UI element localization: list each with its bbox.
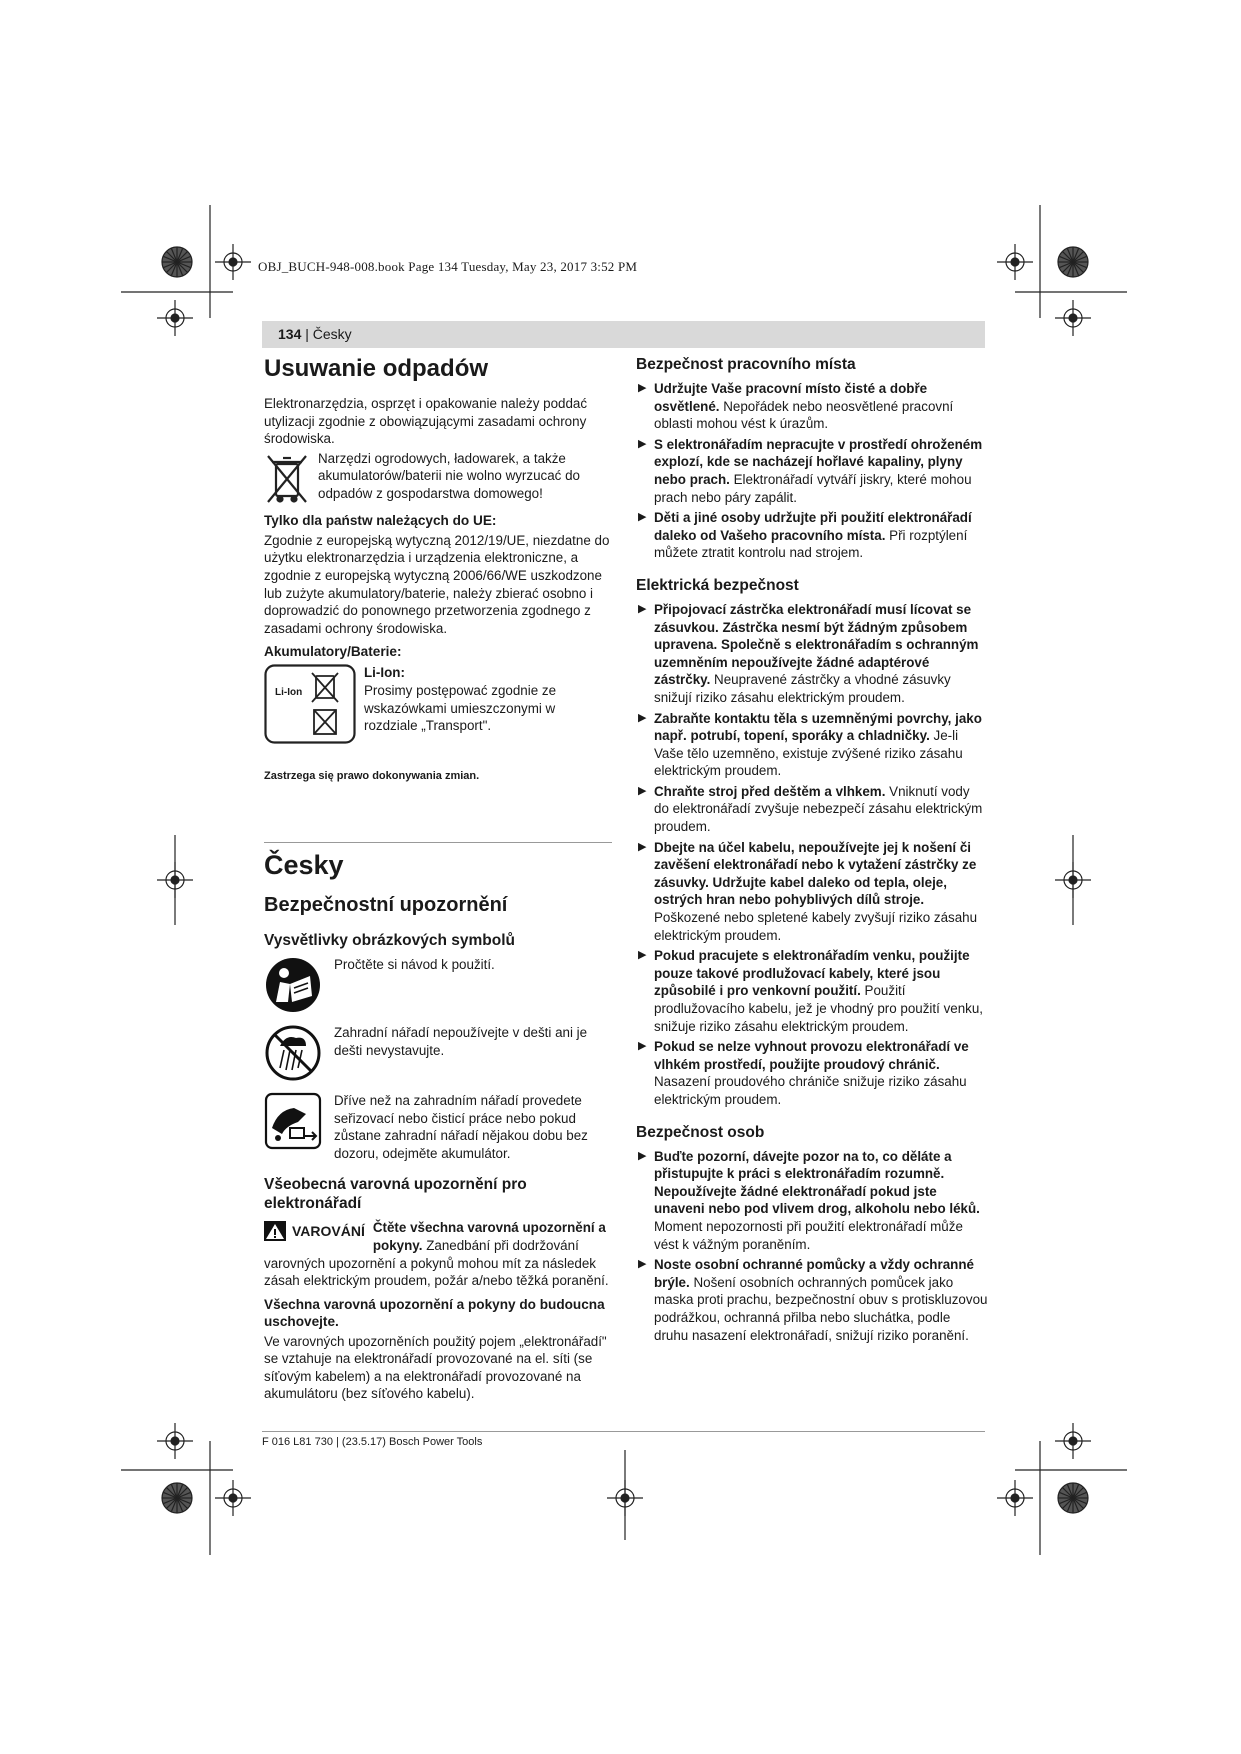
safety-bullet xyxy=(636,839,988,945)
bullet-text: Elektronářadí vytváří jiskry, které mohou prach nebo páry zapálit. xyxy=(654,471,972,505)
bullet-arrow-icon: ▶ xyxy=(638,1040,647,1053)
keep-warnings-text: Ve varovných upozorněních použitý pojem „elektronářadí" se vztahuje na elektronářadí provozované na el. síti (se síťovým kabelem) a na elektronářadí provozované na akumulátoru (bez síťového kabelu). xyxy=(264,1333,607,1402)
bullet-arrow-icon: ▶ xyxy=(638,711,647,724)
bullet-bold: Noste osobní ochranné pomůcky a vždy ochranné brýle. xyxy=(654,1257,974,1290)
warning-bold: Čtěte všechna varovná upozornění a pokyny. xyxy=(372,1220,606,1253)
symbols-heading: Vysvětlivky obrázkových symbolů xyxy=(264,931,515,949)
warning-triangle-icon xyxy=(264,1221,286,1241)
symbol-text: Dříve než na zahradním nářadí provedete seřizovací nebo čisticí práce nebo pokud zůstane zahradní nářadí nějakou dobu bez dozoru, odejměte akumulátor. xyxy=(334,1092,588,1161)
safety-bullet xyxy=(636,783,988,836)
bullet-text: Při rozptýlení můžete ztratit kontrolu nad strojem. xyxy=(654,527,968,561)
bullet-arrow-icon: ▶ xyxy=(638,602,647,615)
safety-bullet xyxy=(636,947,988,1035)
bullet-arrow-icon: ▶ xyxy=(638,1149,647,1162)
symbol-text: Zahradní nářadí nepoužívejte v dešti ani je dešti nevystavujte. xyxy=(334,1024,588,1058)
symbol-text: Pročtěte si návod k použití. xyxy=(334,956,495,972)
header-language: Česky xyxy=(312,326,352,342)
crossed-bin-icon xyxy=(264,452,310,506)
bullet-arrow-icon: ▶ xyxy=(638,511,647,524)
bullet-arrow-icon: ▶ xyxy=(638,437,647,450)
page-header xyxy=(262,321,985,348)
right-column xyxy=(636,355,988,1347)
footer-rule xyxy=(262,1431,985,1432)
bullet-text: Nepořádek nebo neosvětlené pracovní oblasti mohou vést k úrazům. xyxy=(654,398,954,432)
right-section-heading: Elektrická bezpečnost xyxy=(636,576,799,594)
bullet-text: Je-li Vaše tělo uzemněno, existuje zvýšené riziko zásahu elektrickým proudem. xyxy=(654,728,963,779)
eu-text: Zgodnie z europejską wytyczną 2012/19/UE, niezdatne do użytku elektronarzędzia i urządzenia elektroniczne, a zgodnie z europejską wytyczną 2006/66/WE uszkodzone lub zużyte akumulatory/baterie, należy zbierać osobno i doprowadzić do ponownego przetworzenia zgodnego z zasadami ochrony środowiska. xyxy=(264,532,610,636)
header-separator: | xyxy=(301,326,313,342)
bullet-text: Nasazení proudového chrániče snižuje riziko zásahu elektrickým proudem. xyxy=(654,1074,967,1107)
safety-bullet xyxy=(636,380,988,433)
warning-text: Zanedbání při dodržování varovných upozornění a pokynů mohou mít za následek zásah elektrickým proudem, požár a/nebo těžká poranění. xyxy=(264,1237,609,1289)
bullet-bold: S elektronářadím nepracujte v prostředí ohroženém explozí, kde se nacházejí hořlavé kapaliny, plyny nebo prach. xyxy=(654,436,983,487)
symbol-row xyxy=(264,956,612,1014)
left-column: Usuwanie odpadów Elektronarzędzia, osprzęt i opakowanie należy poddać utylizacji zgodnie z obowiązującymi zasadami ochrony środowiska. Narzędzi ogrodowych, ładowarek, a także akumulatorów/baterii nie wolno wyrzucać do odpadów z gospodarstwa domowego! Tylko dla państw należących do UE: Zgodnie z europejską wytyczną 2012/19/UE, niezdatne do użytku elektronarzędzia i urządzenia elektroniczne, a zgodnie z europejską wytyczną 2006/66/WE uszkodzone lub zużyte akumulatory/baterie, należy zbierać osobno i doprowadzić do ponownego przetworzenia zgodnego z zasadami ochrony środowiska. Akumulatory/Baterie: Li-Ion: Prosimy postępować zgodnie ze wskazówkami umieszczonymi w rozdziale „Transport". Li-Ion Zastrzega się prawo dokonywania zmian. Česky Bezpečnostní upozornění Vysvětlivky obrázkových symbolů Pročtěte si návod k použití. Zahradní nářadí nepoužívejte v dešti ani je dešti nevystavujte. Dříve než na zahradním nářadí provedete seřizovací nebo čisticí práce nebo pokud zůstane zahradní nářadí nějakou dobu bez dozoru, odejměte akumulátor. Všeobecná varovná upozornění pro elektronářadí VAROVÁNÍ Čtěte všechna varovná upozornění a pokyny. Zanedbání při dodržování varovných upozornění a pokynů mohou mít za následek zásah elektrickým proudem, požár a/nebo těžká poranění. Všechna varovná upozornění a pokyny do budoucna uschovejte. Ve varovných upozorněních použitý pojem „elektronářadí" se vztahuje na elektronářadí provozované na el. síti (se síťovým kabelem) a na elektronářadí provozované na akumulátoru (bez síťového kabelu). xyxy=(264,355,612,1406)
safety-bullet xyxy=(636,436,988,506)
liion-text: Prosimy postępować zgodnie ze wskazówkami umieszczonymi w rozdziale „Transport". xyxy=(364,682,557,734)
warning-label: VAROVÁNÍ xyxy=(292,1222,365,1239)
symbol-row xyxy=(264,1024,612,1082)
liion-label: Li-Ion: xyxy=(364,665,405,681)
bullet-arrow-icon: ▶ xyxy=(638,840,647,853)
no-rain-icon xyxy=(264,1024,322,1082)
symbol-row xyxy=(264,1092,612,1165)
section-divider xyxy=(264,842,612,843)
bullet-arrow-icon: ▶ xyxy=(638,1258,647,1271)
polish-bin-text: Narzędzi ogrodowych, ładowarek, a także akumulatorów/baterii nie wolno wyrzucać do odpadów z gospodarstwa domowego! xyxy=(318,450,580,501)
safety-bullet xyxy=(636,601,988,707)
bullet-text: Nošení osobních ochranných pomůcek jako maska proti prachu, bezpečnostní obuv s protiskluzovou podrážkou, ochranná přilba nebo sluchátka, podle druhu nasazení elektronářadí, snižují riziko poranění. xyxy=(654,1274,988,1343)
bullet-text: Poškozené nebo spletené kabely zvyšují riziko zásahu elektrickým proudem. xyxy=(654,910,978,943)
polish-disposal-title: Usuwanie odpadów xyxy=(264,355,489,382)
read-manual-icon xyxy=(264,956,322,1014)
bullet-arrow-icon: ▶ xyxy=(638,382,647,394)
bullet-text: Neupravené zástrčky a vhodné zásuvky snižují riziko zásahu elektrickým proudem. xyxy=(654,672,951,705)
bullet-bold: Připojovací zástrčka elektronářadí musí lícovat se zásuvkou. Zástrčka nesmí být žádným způsobem upravena. Společně s elektronářadím s ochranným uzemněním nepoužívejte žádné adaptérové zástrčky. xyxy=(654,601,979,688)
general-warnings-heading: Všeobecná varovná upozornění pro elektronářadí xyxy=(264,1176,527,1213)
safety-bullet xyxy=(636,1148,988,1254)
bullet-bold: Dbejte na účel kabelu, nepoužívejte jej k nošení či zavěšení elektronářadí nebo k vytažení zástrčky ze zásuvky. Udržujte kabel daleko od tepla, oleje, ostrých hran nebo pohyblivých dílů stroje. xyxy=(654,839,977,908)
safety-title: Bezpečnostní upozornění xyxy=(264,893,508,916)
reserve-note: Zastrzega się prawo dokonywania zmian. xyxy=(264,770,480,783)
czech-title: Česky xyxy=(264,849,344,880)
keep-warnings-heading: Všechna varovná upozornění a pokyny do budoucna uschovejte. xyxy=(264,1296,605,1329)
bullet-arrow-icon: ▶ xyxy=(638,949,647,962)
remove-battery-icon xyxy=(264,1092,322,1150)
safety-bullet xyxy=(636,1256,988,1344)
safety-bullet xyxy=(636,509,988,562)
bullet-arrow-icon: ▶ xyxy=(638,784,647,797)
safety-bullet xyxy=(636,710,988,780)
bullet-bold: Pokud pracujete s elektronářadím venku, použijte pouze takové prodlužovací kabely, které jsou způsobilé i pro venkovní použití. xyxy=(654,948,970,999)
liion-recycling-icon xyxy=(264,664,356,744)
bullet-text: Použití prodlužovacího kabelu, jež je vhodný pro použití venku, snižuje riziko zásahu elektrickým proudem. xyxy=(654,983,984,1034)
bullet-bold: Zabraňte kontaktu těla s uzemněnými povrchy, jako např. potrubí, topení, sporáky a chladničky. xyxy=(654,710,982,744)
bullet-bold: Buďte pozorní, dávejte pozor na to, co děláte a přistupujte k práci s elektronářadím rozumně. Nepoužívejte žádné elektronářadí pokud jste unaveni nebo pod vlivem drog, alkoholu nebo léků. xyxy=(654,1148,980,1217)
eu-heading: Tylko dla państw należących do UE: xyxy=(264,512,497,528)
book-slug: OBJ_BUCH-948-008.book Page 134 Tuesday, May 23, 2017 3:52 PM xyxy=(258,259,638,274)
bullet-bold: Chraňte stroj před deštěm a vlhkem. xyxy=(654,783,886,799)
battery-heading: Akumulatory/Baterie: xyxy=(264,644,402,660)
bullet-bold: Děti a jiné osoby udržujte při použití elektronářadí daleko od Vašeho pracovního místa. xyxy=(654,510,972,543)
bullet-bold: Udržujte Vaše pracovní místo čisté a dobře osvětlené. xyxy=(654,381,928,414)
bullet-text: Vniknutí vody do elektronářadí zvyšuje nebezpečí zásahu elektrickým proudem. xyxy=(654,783,983,835)
safety-bullet xyxy=(636,1038,988,1108)
right-section-heading: Bezpečnost pracovního místa xyxy=(636,356,856,373)
right-section-heading: Bezpečnost osob xyxy=(636,1123,765,1141)
polish-intro: Elektronarzędzia, osprzęt i opakowanie należy poddać utylizacji zgodnie z obowiązującymi zasadami ochrony środowiska. xyxy=(264,396,588,447)
bullet-bold: Pokud se nelze vyhnout provozu elektronářadí ve vlhkém prostředí, použijte proudový chránič. xyxy=(654,1039,969,1072)
bullet-text: Moment nepozornosti při použití elektronářadí může vést k vážným poraněním. xyxy=(654,1218,963,1252)
page-number: 134 xyxy=(278,326,302,342)
footer: F 016 L81 730 | (23.5.17) Bosch Power Tools xyxy=(262,1436,483,1448)
